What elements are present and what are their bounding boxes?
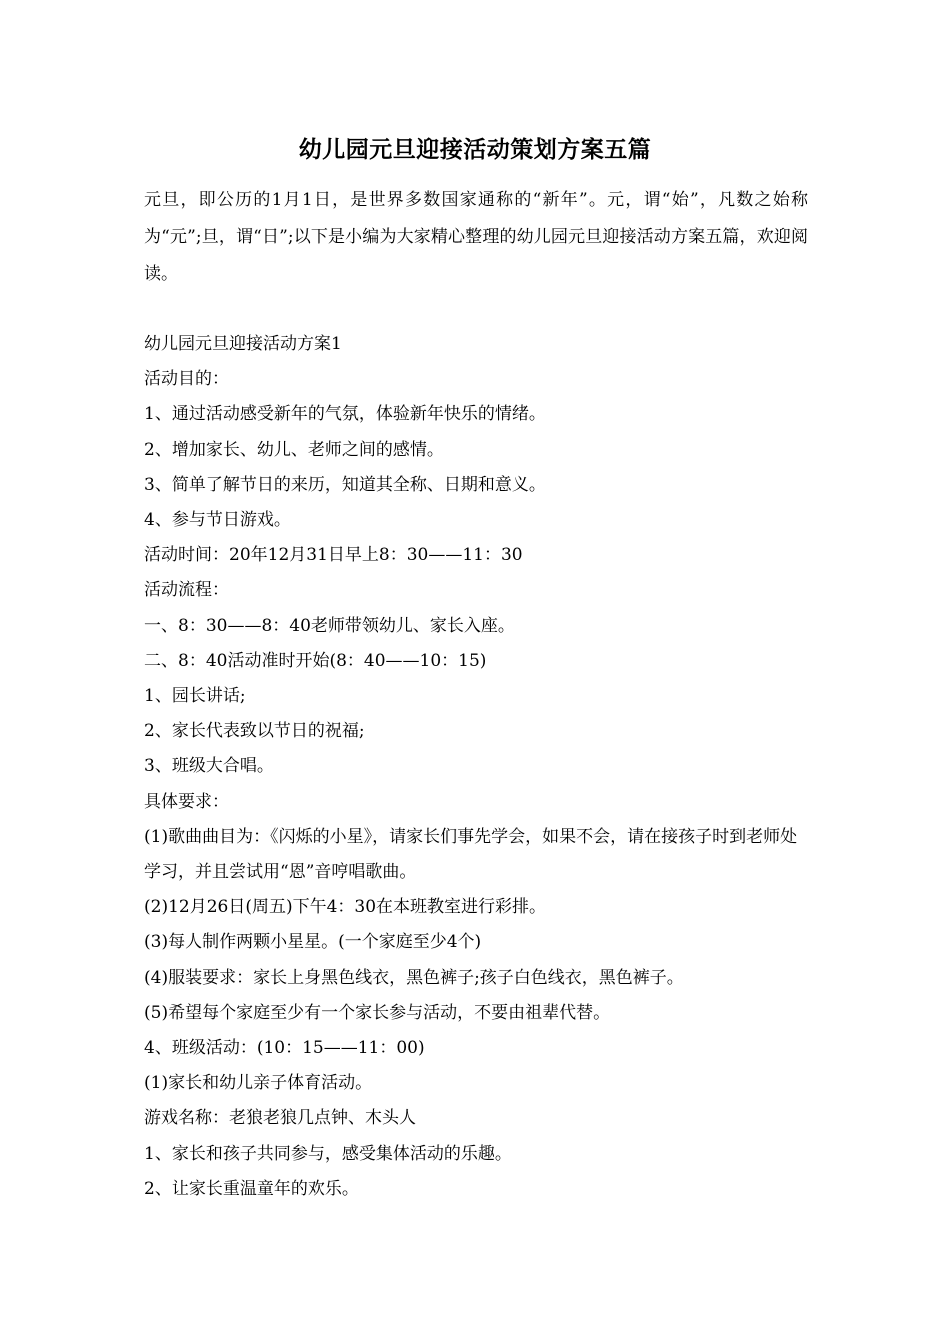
text-line: 2、让家长重温童年的欢乐。 [144,1178,359,1199]
text-line: 3、简单了解节日的来历，知道其全称、日期和意义。 [144,474,546,495]
text-line: (4)服装要求：家长上身黑色线衣，黑色裤子;孩子白色线衣，黑色裤子。 [144,967,684,988]
text-line: 一、8：30——8：40老师带领幼儿、家长入座。 [144,615,515,636]
text-line: (3)每人制作两颗小星星。(一个家庭至少4个) [144,932,482,953]
text-line: 3、班级大合唱。 [144,756,274,777]
text-line: 活动流程： [144,580,229,601]
text-line: 1、通过活动感受新年的气氛，体验新年快乐的情绪。 [144,404,546,425]
text-line: 游戏名称：老狼老狼几点钟、木头人 [144,1108,416,1129]
text-line: 4、参与节日游戏。 [144,510,291,531]
document-title: 幼儿园元旦迎接活动策划方案五篇 [298,136,652,163]
text-line: 4、班级活动：(10：15——11：00) [144,1038,425,1059]
section-heading: 幼儿园元旦迎接活动方案1 [144,334,342,354]
text-line: 1、家长和孩子共同参与，感受集体活动的乐趣。 [144,1143,512,1164]
text-line: 2、增加家长、幼儿、老师之间的感情。 [144,439,444,460]
text-line: (2)12月26日(周五)下午4：30在本班教室进行彩排。 [144,897,547,918]
text-line: (5)希望每个家庭至少有一个家长参与活动，不要由祖辈代替。 [144,1002,611,1023]
text-line: 1、园长讲话; [144,686,246,707]
text-line: 具体要求： [144,791,229,812]
text-line: (1)歌曲曲目为：《闪烁的小星》，请家长们事先学会，如果不会，请在接孩子时到老师处学习，并且尝试用“恩”音哼唱歌曲。 [144,826,798,883]
text-line: 活动时间：20年12月31日早上8：30——11：30 [144,545,523,566]
body-lines [144,327,808,1207]
text-line: 二、8：40活动准时开始(8：40——10：15) [144,650,487,671]
text-line: 活动目的： [144,369,229,390]
text-line: (1)家长和幼儿亲子体育活动。 [144,1073,373,1094]
intro-paragraph: 元旦，即公历的1月1日，是世界多数国家通称的“新年”。元，谓“始”，凡数之始称为“元”;旦，谓“日”;以下是小编为大家精心整理的幼儿园元旦迎接活动方案五篇，欢迎阅读。 [144,190,808,284]
text-line: 2、家长代表致以节日的祝福; [144,721,365,742]
